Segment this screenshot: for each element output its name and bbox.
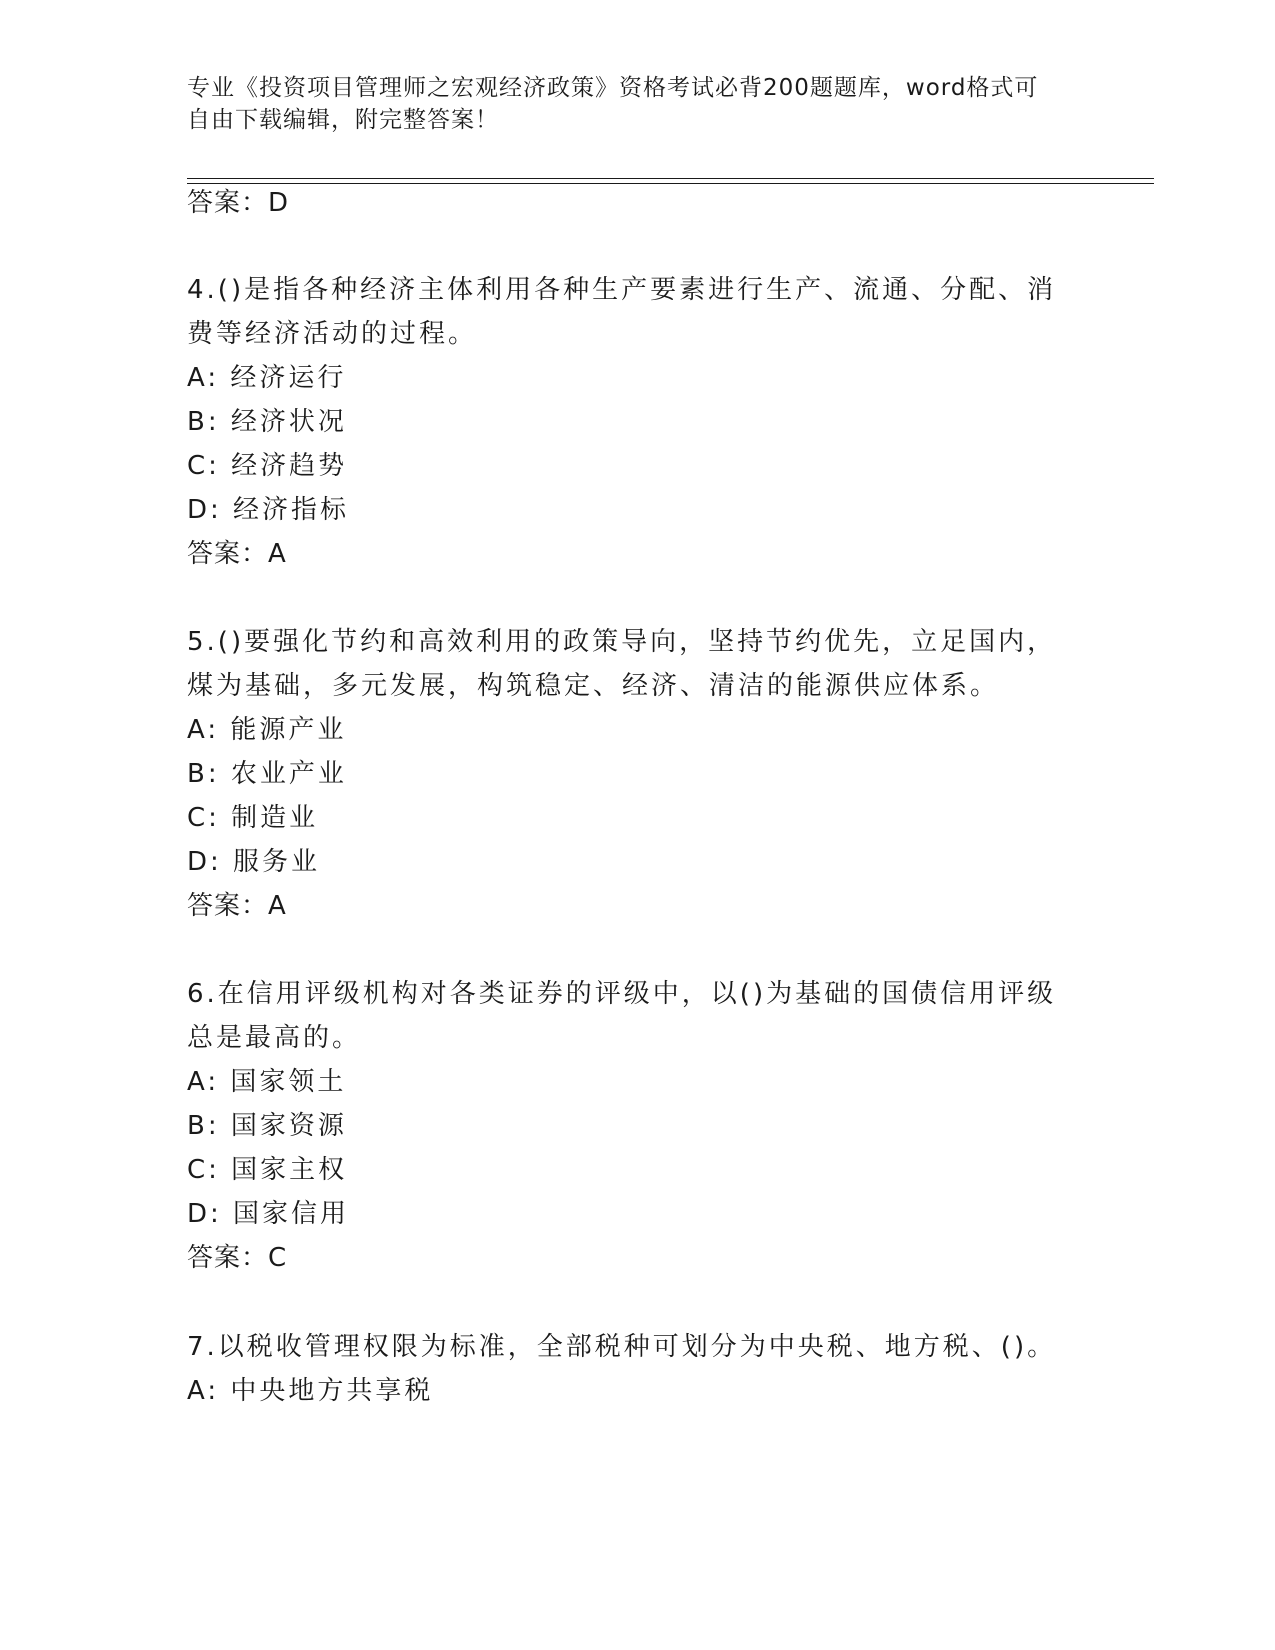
question-5-option-d: D: 服务业 [187,847,321,877]
question-6-answer: 答案：C [187,1243,288,1273]
question-5-answer: 答案：A [187,891,287,921]
question-4-option-b: B: 经济状况 [187,407,347,437]
question-5-option-c: C: 制造业 [187,803,319,833]
question-5-stem-line-1: 5.()要强化节约和高效利用的政策导向，坚持节约优先，立足国内， [187,627,1057,657]
header-line-2: 自由下载编辑，附完整答案！ [187,107,499,133]
question-4-option-c: C: 经济趋势 [187,451,348,481]
question-4-answer: 答案：A [187,539,287,569]
question-4-stem-line-2: 费等经济活动的过程。 [187,319,478,349]
question-5-stem-line-2: 煤为基础，多元发展，构筑稳定、经济、清洁的能源供应体系。 [187,671,1000,701]
question-6-stem-line-2: 总是最高的。 [187,1023,362,1053]
header-divider-top [187,178,1154,179]
document-header [187,72,1067,136]
question-5-option-b: B: 农业产业 [187,759,347,789]
question-4-option-a: A: 经济运行 [187,363,347,393]
question-6-option-c: C: 国家主权 [187,1155,348,1185]
previous-answer: 答案：D [187,188,290,218]
question-7-option-a: A: 中央地方共享税 [187,1376,434,1406]
question-6-option-a: A: 国家领土 [187,1067,347,1097]
header-line-1: 专业《投资项目管理师之宏观经济政策》资格考试必背200题题库，word格式可 [187,75,1039,101]
question-4-option-d: D: 经济指标 [187,495,350,525]
question-6-option-d: D: 国家信用 [187,1199,350,1229]
question-6-option-b: B: 国家资源 [187,1111,347,1141]
question-6-stem-line-1: 6.在信用评级机构对各类证券的评级中，以()为基础的国债信用评级 [187,979,1057,1009]
question-4-stem-line-1: 4.()是指各种经济主体利用各种生产要素进行生产、流通、分配、消 [187,275,1057,305]
question-7-stem-line-1: 7.以税收管理权限为标准，全部税种可划分为中央税、地方税、()。 [187,1332,1057,1362]
question-5-option-a: A: 能源产业 [187,715,347,745]
header-divider-bottom [187,183,1154,184]
